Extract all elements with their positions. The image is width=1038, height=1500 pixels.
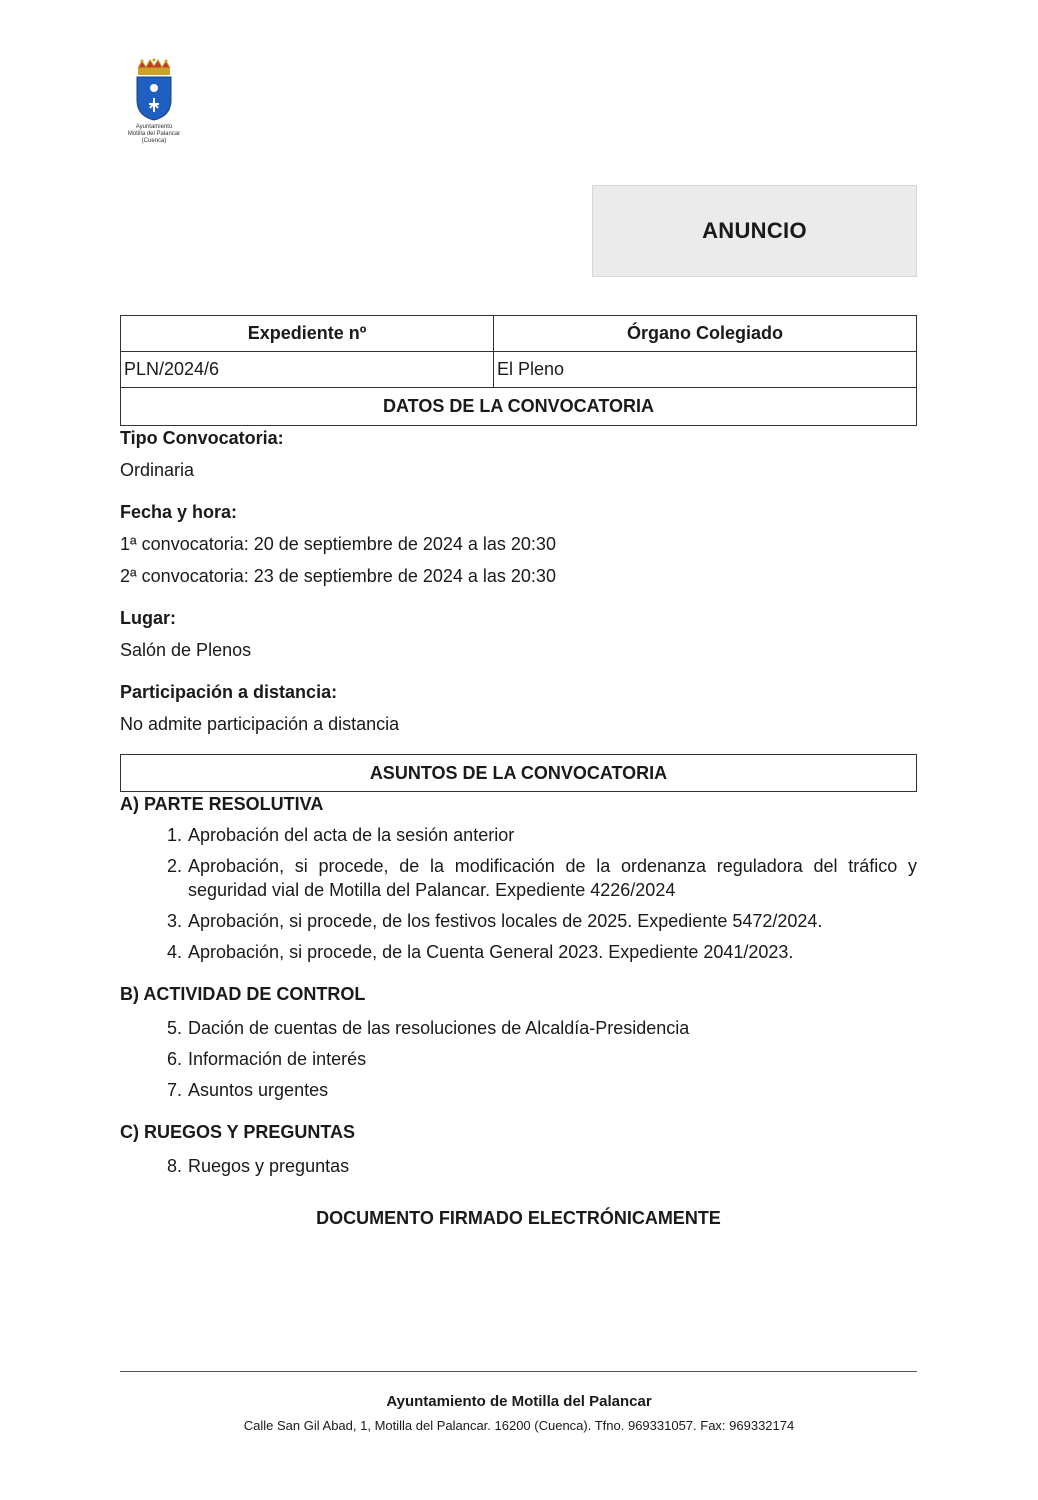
item-text: Aprobación, si procede, de los festivos locales de 2025. Expediente 5472/2024. — [188, 911, 823, 931]
distancia-label: Participación a distancia: — [120, 682, 338, 702]
item-number: 6. — [166, 1049, 182, 1069]
footer-address: Calle San Gil Abad, 1, Motilla del Palancar. 16200 (Cuenca). Tfno. 969331057. Fax: 969332174 — [243, 1418, 795, 1433]
list-item — [120, 1016, 917, 1040]
coat-of-arms-icon — [134, 58, 174, 122]
item-number: 2. — [166, 856, 182, 876]
fecha-label: Fecha y hora: — [120, 502, 238, 522]
list-item — [120, 940, 917, 964]
list-item — [120, 1078, 917, 1102]
announcement-title: ANUNCIO — [592, 185, 917, 277]
list-item — [120, 1154, 917, 1178]
signed-notice: DOCUMENTO FIRMADO ELECTRÓNICAMENTE — [316, 1208, 721, 1228]
agenda-list — [120, 1154, 917, 1178]
fecha-first: 1ª convocatoria: 20 de septiembre de 2024 a las 20:30 — [120, 534, 556, 554]
item-number: 5. — [166, 1018, 182, 1038]
logo-caption: Ayuntamiento Motilla del Palancar (Cuenca) — [127, 124, 181, 144]
datos-banner: DATOS DE LA CONVOCATORIA — [120, 388, 917, 426]
section-title: A) PARTE RESOLUTIVA — [120, 794, 324, 814]
item-number: 4. — [166, 942, 182, 962]
section-title: B) ACTIVIDAD DE CONTROL — [120, 984, 366, 1004]
agenda-list — [120, 1016, 917, 1102]
fecha-second: 2ª convocatoria: 23 de septiembre de 2024 a las 20:30 — [120, 566, 556, 586]
asuntos-banner: ASUNTOS DE LA CONVOCATORIA — [120, 754, 917, 792]
section-title: C) RUEGOS Y PREGUNTAS — [120, 1122, 356, 1142]
organo-header: Órgano Colegiado — [494, 316, 917, 352]
expediente-table — [120, 315, 917, 388]
item-number: 3. — [166, 911, 182, 931]
item-number: 7. — [166, 1080, 182, 1100]
item-text: Ruegos y preguntas — [188, 1156, 350, 1176]
item-text: Información de interés — [188, 1049, 367, 1069]
tipo-label: Tipo Convocatoria: — [120, 428, 284, 448]
tipo-value: Ordinaria — [120, 460, 195, 480]
expediente-value: PLN/2024/6 — [121, 352, 494, 388]
footer-divider — [120, 1371, 917, 1372]
item-text: Dación de cuentas de las resoluciones de Alcaldía-Presidencia — [188, 1018, 690, 1038]
list-item — [120, 823, 917, 847]
municipal-logo — [118, 58, 190, 145]
item-text: Aprobación del acta de la sesión anterior — [188, 825, 515, 845]
lugar-value: Salón de Plenos — [120, 640, 252, 660]
item-text: Asuntos urgentes — [188, 1080, 329, 1100]
item-number: 1. — [166, 825, 182, 845]
footer-name: Ayuntamiento de Motilla del Palancar — [386, 1393, 652, 1410]
item-text: Aprobación, si procede, de la modificación de la ordenanza reguladora del tráfico y seguridad vial de Motilla del Palancar. Expediente 4226/2024 — [188, 856, 917, 900]
list-item — [120, 1047, 917, 1071]
organo-value: El Pleno — [494, 352, 917, 388]
document-body — [120, 315, 917, 1229]
list-item — [120, 854, 917, 902]
distancia-value: No admite participación a distancia — [120, 714, 400, 734]
agenda-list — [120, 823, 917, 964]
item-text: Aprobación, si procede, de la Cuenta General 2023. Expediente 2041/2023. — [188, 942, 794, 962]
item-number: 8. — [166, 1156, 182, 1176]
expediente-header: Expediente nº — [121, 316, 494, 352]
list-item — [120, 909, 917, 933]
lugar-label: Lugar: — [120, 608, 176, 628]
